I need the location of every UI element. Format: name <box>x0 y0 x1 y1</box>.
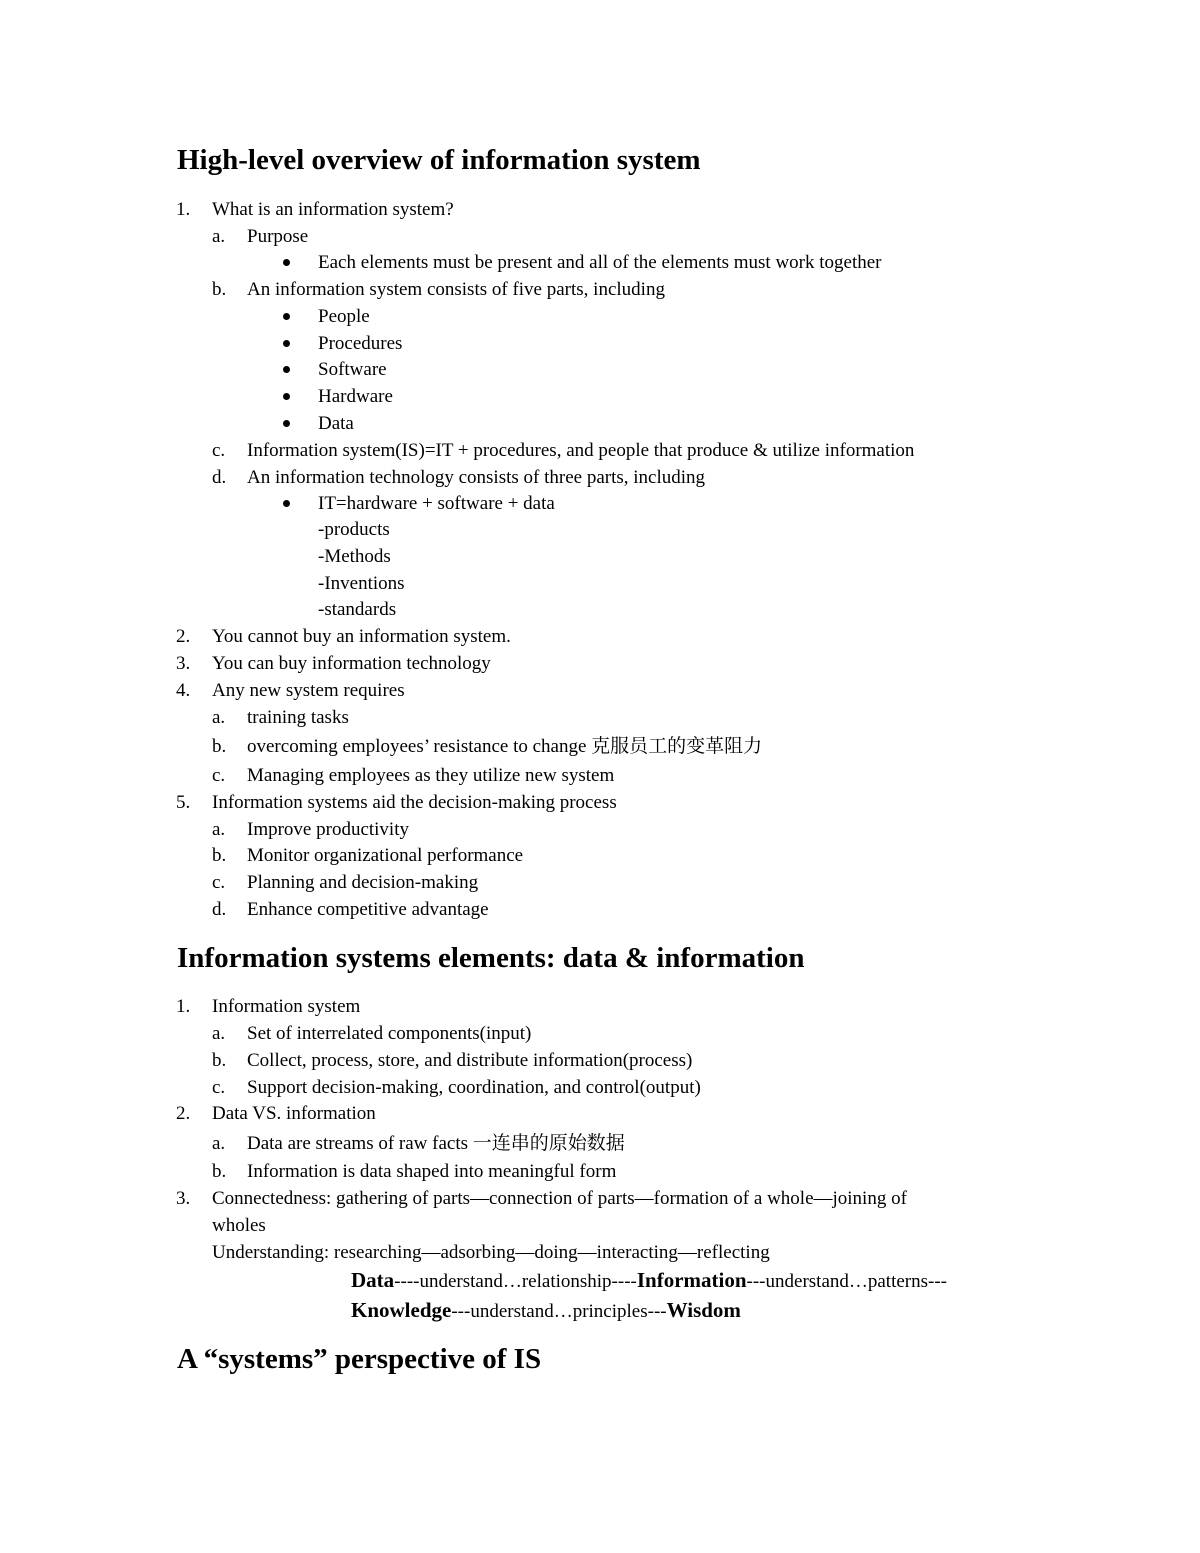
sub-item-letter: a. <box>212 707 226 728</box>
sub-item-letter: d. <box>212 467 227 488</box>
bullet-continuation: -Methods <box>318 546 391 567</box>
item-number: 1. <box>176 996 191 1017</box>
sub-item-letter: b. <box>212 1161 227 1182</box>
item-number: 1. <box>176 199 191 220</box>
bullet-continuation: -products <box>318 519 390 540</box>
sub-item: Support decision-making, coordination, and control(output) <box>247 1077 701 1098</box>
list-item-line: Connectedness: gathering of parts—connection of parts—formation of a whole—joining of <box>212 1188 907 1209</box>
sub-item: overcoming employees’ resistance to change 克服员工的变革阻力 <box>247 736 763 757</box>
dikw-connector: ---understand…patterns--- <box>746 1271 948 1292</box>
list-item: You cannot buy an information system. <box>212 626 511 647</box>
sub-item-letter: a. <box>212 1023 226 1044</box>
sub-item-letter: a. <box>212 819 226 840</box>
sub-item: Planning and decision-making <box>247 872 479 893</box>
item-number: 3. <box>176 1188 191 1209</box>
sub-item: Monitor organizational performance <box>247 845 524 866</box>
sub-item-letter: a. <box>212 226 226 247</box>
sub-item-letter: c. <box>212 872 226 893</box>
sub-item-letter: c. <box>212 1077 226 1098</box>
bullet-dot <box>283 340 290 347</box>
sub-item: Set of interrelated components(input) <box>247 1023 532 1044</box>
list-item: Any new system requires <box>212 680 405 701</box>
bullet-dot <box>283 420 290 427</box>
sub-item: training tasks <box>247 707 349 728</box>
list-item: Information system <box>212 996 361 1017</box>
bullet-continuation: -Inventions <box>318 573 405 594</box>
bullet-dot <box>283 313 290 320</box>
section-heading: Information systems elements: data & information <box>177 942 805 974</box>
sub-item: Data are streams of raw facts 一连串的原始数据 <box>247 1133 625 1154</box>
section-heading: A “systems” perspective of IS <box>177 1343 542 1375</box>
sub-item-letter: c. <box>212 440 226 461</box>
list-item-line: Understanding: researching—adsorbing—doing—interacting—reflecting <box>212 1242 770 1263</box>
sub-item: Information system(IS)=IT + procedures, and people that produce & utilize information <box>247 440 915 461</box>
item-number: 2. <box>176 1103 191 1124</box>
sub-item: Improve productivity <box>247 819 409 840</box>
bullet-item: Procedures <box>318 333 403 354</box>
bullet-dot <box>283 366 290 373</box>
bullet-dot <box>283 259 290 266</box>
sub-item: An information system consists of five parts, including <box>247 279 665 300</box>
dikw-connector: ----understand…relationship---- <box>394 1271 637 1292</box>
dikw-wisdom: Wisdom <box>666 1298 741 1322</box>
sub-item-letter: b. <box>212 1050 227 1071</box>
bullet-item: Data <box>318 413 354 434</box>
dikw-data: Data <box>351 1268 395 1292</box>
item-number: 3. <box>176 653 191 674</box>
sub-item: Purpose <box>247 226 309 247</box>
sub-item-letter: b. <box>212 736 227 757</box>
list-item: Information systems aid the decision-making process <box>212 792 617 813</box>
bullet-dot <box>283 393 290 400</box>
sub-item: Enhance competitive advantage <box>247 899 489 920</box>
sub-item-letter: a. <box>212 1133 226 1154</box>
bullet-continuation: -standards <box>318 599 397 620</box>
section-heading: High-level overview of information system <box>177 144 701 176</box>
sub-item-letter: c. <box>212 765 226 786</box>
bullet-item: People <box>318 306 370 327</box>
sub-item: Managing employees as they utilize new system <box>247 765 615 786</box>
bullet-item: Each elements must be present and all of the elements must work together <box>318 252 882 273</box>
dikw-information: Information <box>636 1268 747 1292</box>
sub-item-letter: d. <box>212 899 227 920</box>
list-item: What is an information system? <box>212 199 454 220</box>
item-number: 4. <box>176 680 191 701</box>
bullet-item: Hardware <box>318 386 393 407</box>
dikw-connector: ---understand…principles--- <box>451 1301 667 1322</box>
sub-item-letter: b. <box>212 279 227 300</box>
sub-item-letter: b. <box>212 845 227 866</box>
list-item: You can buy information technology <box>212 653 491 674</box>
item-number: 5. <box>176 792 191 813</box>
item-number: 2. <box>176 626 191 647</box>
list-item-line: wholes <box>212 1215 266 1236</box>
sub-item: Information is data shaped into meaningful form <box>247 1161 617 1182</box>
bullet-item: IT=hardware + software + data <box>318 493 555 514</box>
list-item: Data VS. information <box>212 1103 376 1124</box>
bullet-item: Software <box>318 359 387 380</box>
dikw-knowledge: Knowledge <box>351 1298 452 1322</box>
sub-item: Collect, process, store, and distribute information(process) <box>247 1050 693 1071</box>
dikw-line-1 <box>351 1267 947 1295</box>
sub-item: An information technology consists of three parts, including <box>247 467 706 488</box>
dikw-line-2 <box>351 1297 741 1325</box>
bullet-dot <box>283 500 290 507</box>
